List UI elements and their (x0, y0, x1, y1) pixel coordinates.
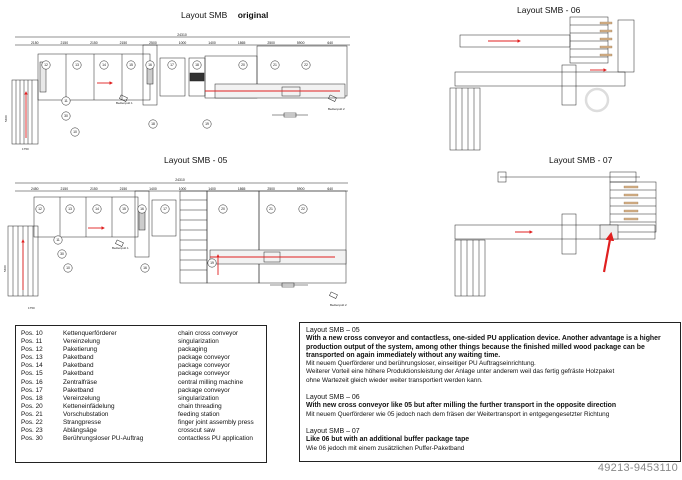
legend-position: Pos. 10 (21, 330, 43, 337)
title-layout-07: Layout SMB - 07 (549, 155, 613, 165)
legend-row (21, 362, 261, 370)
original-below-station-number: 19 (205, 122, 209, 127)
l05-left-station-number: 11 (56, 238, 60, 243)
original-station-number: 17 (170, 63, 174, 68)
legend-german: Vereinzelung (63, 338, 100, 346)
legend-english: singularization (178, 338, 219, 346)
legend-position: Pos. 17 (21, 386, 43, 394)
legend-position: Pos. 14 (21, 362, 43, 370)
legend-row (21, 370, 261, 378)
l07-central-milling (562, 214, 576, 254)
dim-label: 2150 (60, 41, 69, 45)
legend-german: Kettenquerförderer (63, 330, 117, 337)
dim-label: 2450 (30, 187, 39, 191)
legend-row (21, 354, 261, 362)
legend-english: package conveyor (178, 386, 230, 394)
title-layout-smb: Layout SMB (181, 10, 228, 20)
title-original-tag: original (237, 10, 269, 20)
legend-row (21, 346, 261, 354)
legend-english: singularization (178, 394, 219, 402)
legend-row (21, 427, 261, 435)
legend-row (21, 395, 261, 403)
legend-position: Pos. 30 (21, 435, 43, 443)
original-panel1-label: Bedienpult 1 (116, 101, 133, 105)
l05-side-dim: 5400 (3, 265, 7, 272)
layout-07 (455, 172, 656, 296)
original-station-number: 20 (241, 63, 245, 68)
legend-position: Pos. 15 (21, 370, 43, 378)
dim-label: 5900 (296, 187, 305, 191)
layout-06 (450, 17, 634, 150)
dim-label: 2150 (119, 41, 128, 45)
legend-english: feeding station (178, 410, 220, 418)
s07-heading: Layout SMB – 07 (306, 427, 360, 435)
l05-below-station-number: 16 (143, 266, 147, 271)
legend-position: Pos. 21 (21, 410, 43, 418)
l05-operator-panel-2 (329, 292, 337, 299)
s06-heading: Layout SMB – 06 (306, 394, 360, 402)
l05-chain-threading-20 (207, 191, 259, 283)
l05-station-number: 22 (301, 207, 305, 212)
legend-german: Vorschubstation (63, 410, 109, 418)
legend-german: Berührungsloser PU-Auftrag (63, 435, 144, 443)
dim-label: 5900 (296, 41, 305, 45)
title-layout-06: Layout SMB - 06 (517, 5, 581, 15)
dim-label: 1000 (178, 187, 187, 191)
s06-english: With new cross conveyor like 05 but after milling the further transport in the opposite direction (306, 402, 617, 410)
legend-english: packaging (178, 346, 208, 354)
legend-german: Vereinzelung (63, 394, 100, 402)
l05-total-dim: 24310 (175, 178, 185, 182)
dim-label: 1400 (149, 187, 157, 191)
legend-english: chain cross conveyor (178, 330, 239, 337)
original-total-dim: 24310 (177, 33, 187, 37)
s05-heading: Layout SMB – 05 (306, 327, 360, 334)
dim-label: 2500 (267, 187, 275, 191)
dim-label: 2500 (149, 41, 157, 45)
original-left-station-number: 11 (64, 99, 68, 104)
l05-bottom-dim: 1750 (28, 306, 35, 310)
legend-german: Paketband (63, 370, 94, 378)
dim-label: 1000 (178, 41, 187, 45)
l06-buffer-conveyor (618, 20, 634, 72)
original-station-number: 15 (129, 63, 133, 68)
dim-label: 1865 (237, 187, 246, 191)
l07-highlight-arrow (604, 234, 611, 272)
l07-cross-conveyor-10 (455, 240, 485, 296)
original-station-number: 18 (195, 63, 199, 68)
legend-german: Paketierung (63, 346, 98, 354)
legend-english: crosscut saw (178, 427, 215, 435)
original-below-station-number: 18 (151, 122, 155, 127)
dim-label: 2500 (267, 41, 275, 45)
l06-main-line (455, 72, 625, 86)
dim-label: 640 (327, 187, 334, 191)
legend-row (21, 411, 261, 419)
legend-row (21, 403, 261, 411)
legend-english: contactless PU application (178, 435, 253, 443)
l05-left-station-number: 10 (66, 266, 70, 271)
s05-german-3: ohne Wartezeit gleich wieder weiter transportiert werden kann. (306, 376, 483, 384)
l05-station-number: 15 (122, 207, 126, 212)
l05-station-number: 16 (140, 207, 144, 212)
legend-english: package conveyor (178, 354, 230, 362)
legend-row (21, 330, 261, 338)
legend-position: Pos. 23 (21, 427, 43, 435)
s07-english: Like 06 but with an additional buffer package tape (306, 436, 470, 444)
legend-position: Pos. 13 (21, 354, 43, 362)
dim-label: 1865 (237, 41, 246, 45)
original-station-number: 14 (102, 63, 106, 68)
original-bottom-dim: 1750 (22, 147, 29, 151)
l05-cross-conveyor (180, 191, 207, 283)
original-station-number: 13 (75, 63, 79, 68)
gear-icon (586, 89, 608, 111)
legend-english: central milling machine (178, 378, 243, 386)
legend-row (21, 338, 261, 346)
original-dim-labels (31, 41, 333, 45)
l05-below-station-number: 19 (210, 261, 214, 266)
dim-label: 1400 (208, 41, 216, 45)
original-station-number: 22 (304, 63, 308, 68)
listing-id-watermark: 49213-9453110 (597, 462, 678, 474)
legend-english: finger joint assembly press (178, 419, 254, 427)
layout-descriptions (299, 322, 681, 462)
dim-label: 2150 (90, 41, 98, 45)
l07-cross-conveyor (610, 182, 656, 232)
l05-station-number: 14 (95, 207, 99, 212)
l05-station-number: 20 (221, 207, 225, 212)
legend-position: Pos. 16 (21, 378, 43, 386)
legend-german: Strangpresse (63, 419, 102, 427)
position-legend (15, 325, 267, 463)
original-left-station-number: 30 (64, 114, 68, 119)
l05-dim-labels (31, 187, 333, 191)
l07-buffer-package-tape (600, 225, 618, 239)
legend-english: package conveyor (178, 362, 230, 370)
l05-station-number: 17 (163, 207, 167, 212)
l05-station-number: 13 (68, 207, 72, 212)
s05-german-1: Mit neuem Querförderer und berührungsloser, einseitiger PU Auftragseinrichtung. (306, 360, 536, 368)
s05-english: With a new cross conveyor and contactless, one-sided PU application device. Another advantage is a higher production output of the system, among other things because the finished milled wood package can be transported on again immediately without any waiting time. (306, 335, 661, 359)
s05-german-2: Weiterer Vorteil eine höhere Produktionsleistung der Anlage unter anderem weil das fertig gefräste Holzpaket (306, 368, 615, 376)
l05-station-number: 21 (269, 207, 273, 212)
legend-german: Ablängsäge (63, 427, 97, 435)
l05-panel2-label: Bedienpult 2 (330, 303, 347, 307)
legend-position: Pos. 22 (21, 419, 43, 427)
original-left-station-number: 10 (73, 130, 77, 135)
dim-label: 1400 (208, 187, 216, 191)
s06-german: Mit neuem Querförderer wie 05 jedoch nach dem fräsen der Weitertransport in entgegengesetzter Richtung (306, 410, 610, 418)
legend-position: Pos. 12 (21, 346, 43, 354)
legend-english: chain threading (178, 402, 222, 410)
dim-label: 2150 (60, 187, 69, 191)
legend-english: package conveyor (178, 370, 230, 378)
dim-label: 2150 (90, 187, 98, 191)
legend-german: Zentralfräse (63, 378, 98, 386)
original-panel2-label: Bedienpult 2 (328, 107, 345, 111)
legend-position: Pos. 18 (21, 394, 43, 402)
original-station-number: 21 (273, 63, 277, 68)
l05-left-station-number: 30 (60, 252, 64, 257)
dim-label: 640 (327, 41, 334, 45)
original-station-number: 16 (148, 63, 152, 68)
dim-label: 2150 (119, 187, 128, 191)
legend-german: Paketband (63, 354, 94, 362)
l05-panel1-label: Bedienpult 1 (112, 246, 129, 250)
legend-position: Pos. 11 (21, 338, 43, 346)
legend-row (21, 387, 261, 395)
dim-label: 2150 (30, 41, 39, 45)
legend-position: Pos. 20 (21, 402, 43, 410)
original-side-dim: 5400 (4, 115, 8, 122)
title-layout-05: Layout SMB - 05 (164, 155, 228, 165)
legend-german: Paketband (63, 362, 94, 370)
legend-row (21, 379, 261, 387)
legend-german: Paketband (63, 386, 94, 394)
l06-central-milling (562, 65, 576, 105)
l05-station-number: 12 (38, 207, 42, 212)
s07-german: Wie 06 jedoch mit einem zusätzlichen Puffer-Paketband (306, 444, 465, 452)
legend-row (21, 419, 261, 427)
l06-cross-conveyor-10 (450, 88, 480, 150)
legend-german: Ketteneinfädelung (63, 402, 115, 410)
legend-row (21, 435, 261, 443)
original-station-number: 12 (44, 63, 48, 68)
original-station-circles (42, 61, 310, 136)
original-layout (12, 37, 350, 144)
